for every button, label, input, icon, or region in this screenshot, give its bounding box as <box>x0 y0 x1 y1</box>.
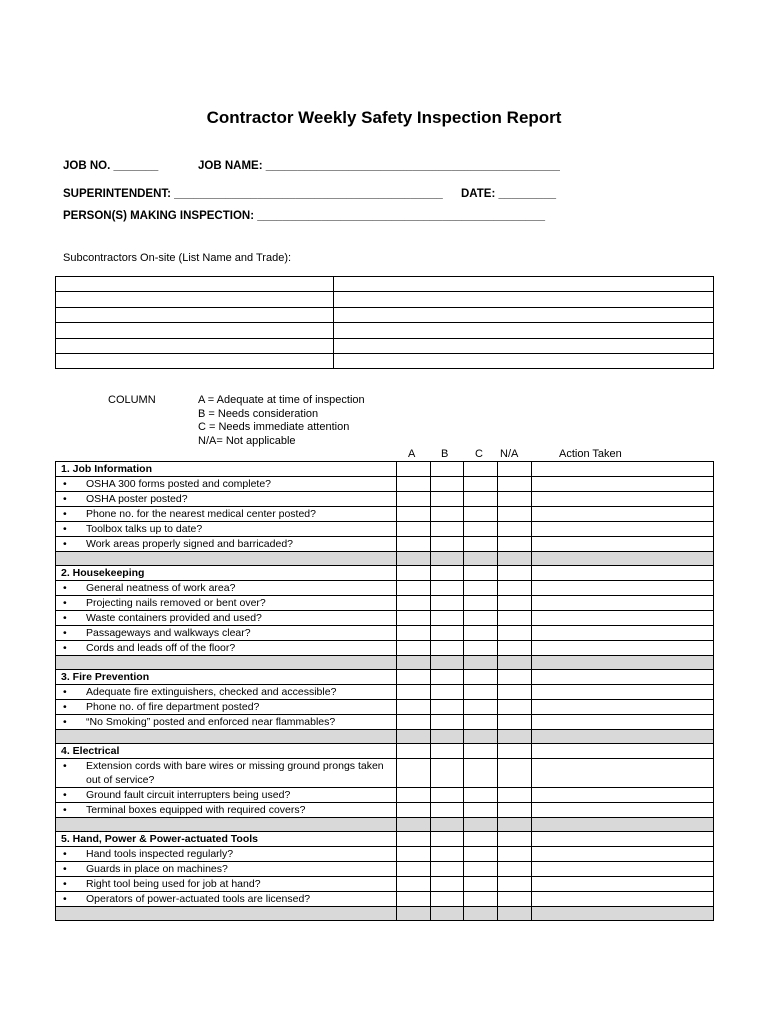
check-cell-c[interactable] <box>464 641 498 656</box>
bullet-icon: • <box>63 642 67 654</box>
checklist-item-text: Terminal boxes equipped with required covers? <box>86 804 306 816</box>
check-cell-a[interactable] <box>397 832 431 847</box>
bullet-icon: • <box>63 508 67 520</box>
check-cell-na[interactable] <box>498 862 532 877</box>
separator-cell <box>464 552 498 566</box>
checklist-item-text: Waste containers provided and used? <box>86 612 262 624</box>
separator-cell <box>532 818 714 832</box>
check-cell-action-taken[interactable] <box>532 700 714 715</box>
subcontractor-trade-cell[interactable] <box>334 307 714 322</box>
check-cell-na[interactable] <box>498 685 532 700</box>
check-cell-c[interactable] <box>464 685 498 700</box>
checklist-item-row <box>56 626 714 641</box>
check-cell-c[interactable] <box>464 596 498 611</box>
checklist-item-text: Projecting nails removed or bent over? <box>86 597 266 609</box>
checklist-item-text: OSHA poster posted? <box>86 493 188 505</box>
checklist-item <box>56 877 397 892</box>
check-cell-na[interactable] <box>498 566 532 581</box>
check-cell-c[interactable] <box>464 492 498 507</box>
check-cell-c[interactable] <box>464 477 498 492</box>
check-cell-a[interactable] <box>397 744 431 759</box>
legend-item: C = Needs immediate attention <box>198 421 350 433</box>
check-cell-action-taken[interactable] <box>532 759 714 788</box>
check-cell-na[interactable] <box>498 477 532 492</box>
bullet-icon: • <box>63 582 67 594</box>
subcontractors-label: Subcontractors On-site (List Name and Trade): <box>63 252 292 264</box>
check-cell-b[interactable] <box>431 788 464 803</box>
section-header-row <box>56 462 714 477</box>
checklist-item-row <box>56 700 714 715</box>
checklist-item-text: Ground fault circuit interrupters being used? <box>86 789 291 801</box>
check-cell-c[interactable] <box>464 522 498 537</box>
check-cell-c[interactable] <box>464 847 498 862</box>
subcontractors-table <box>55 276 714 369</box>
checklist-item <box>56 803 397 818</box>
subcontractor-row <box>56 292 714 307</box>
subcontractor-row <box>56 307 714 322</box>
check-cell-a[interactable] <box>397 759 431 788</box>
bullet-icon: • <box>63 523 67 535</box>
check-cell-c[interactable] <box>464 566 498 581</box>
checklist-item-text: Cords and leads off of the floor? <box>86 642 236 654</box>
bullet-icon: • <box>63 612 67 624</box>
checklist-item-text: Work areas properly signed and barricaded? <box>86 538 294 550</box>
bullet-icon: • <box>63 804 67 816</box>
check-cell-a[interactable] <box>397 477 431 492</box>
inspection-checklist-table <box>55 461 714 921</box>
checklist-item-row <box>56 877 714 892</box>
check-cell-action-taken[interactable] <box>532 892 714 907</box>
subcontractor-trade-cell[interactable] <box>334 292 714 307</box>
checklist-item-text: Phone no. for the nearest medical center posted? <box>86 508 316 520</box>
separator-cell <box>464 730 498 744</box>
checklist-item-row <box>56 759 714 788</box>
check-cell-a[interactable] <box>397 803 431 818</box>
checklist-item <box>56 492 397 507</box>
check-cell-a[interactable] <box>397 877 431 892</box>
check-cell-c[interactable] <box>464 877 498 892</box>
check-cell-a[interactable] <box>397 670 431 685</box>
check-cell-action-taken[interactable] <box>532 507 714 522</box>
separator-cell <box>397 730 431 744</box>
separator-cell <box>397 656 431 670</box>
check-cell-c[interactable] <box>464 670 498 685</box>
check-cell-c[interactable] <box>464 803 498 818</box>
check-cell-b[interactable] <box>431 477 464 492</box>
checklist-item <box>56 537 397 552</box>
legend-item: N/A= Not applicable <box>198 434 296 447</box>
report-title: Contractor Weekly Safety Inspection Report <box>206 108 562 127</box>
check-cell-c[interactable] <box>464 759 498 788</box>
check-cell-c[interactable] <box>464 537 498 552</box>
subcontractor-trade-cell[interactable] <box>334 323 714 338</box>
checklist-item-text: Passageways and walkways clear? <box>86 627 251 639</box>
checklist-item-row <box>56 685 714 700</box>
check-cell-action-taken[interactable] <box>532 477 714 492</box>
checklist-item <box>56 611 397 626</box>
check-cell-b[interactable] <box>431 596 464 611</box>
check-cell-c[interactable] <box>464 626 498 641</box>
checklist-item <box>56 596 397 611</box>
check-cell-a[interactable] <box>397 847 431 862</box>
section-separator-row <box>56 552 714 566</box>
checklist-item-text: Right tool being used for job at hand? <box>86 878 261 890</box>
bullet-icon: • <box>63 760 67 772</box>
legend-item: B = Needs consideration <box>198 407 319 420</box>
check-cell-na[interactable] <box>498 700 532 715</box>
checklist-item <box>56 862 397 877</box>
checklist-item <box>56 847 397 862</box>
check-cell-a[interactable] <box>397 700 431 715</box>
separator-cell <box>498 656 532 670</box>
check-cell-c[interactable] <box>464 744 498 759</box>
checklist-item-text: Hand tools inspected regularly? <box>86 848 234 860</box>
check-cell-a[interactable] <box>397 537 431 552</box>
subcontractor-trade-cell[interactable] <box>334 338 714 353</box>
checklist-item-row <box>56 537 714 552</box>
subcontractor-name-cell[interactable] <box>56 338 334 353</box>
check-cell-a[interactable] <box>397 626 431 641</box>
checklist-item-row <box>56 522 714 537</box>
column-header-na: N/A <box>500 448 519 460</box>
check-cell-action-taken[interactable] <box>532 611 714 626</box>
checklist-item-row <box>56 892 714 907</box>
check-cell-b[interactable] <box>431 462 464 477</box>
check-cell-b[interactable] <box>431 611 464 626</box>
bullet-icon: • <box>63 893 67 905</box>
check-cell-b[interactable] <box>431 685 464 700</box>
check-cell-b[interactable] <box>431 832 464 847</box>
check-cell-c[interactable] <box>464 507 498 522</box>
check-cell-b[interactable] <box>431 492 464 507</box>
check-cell-na[interactable] <box>498 892 532 907</box>
separator-cell <box>397 907 431 921</box>
section-title: 1. Job Information <box>56 462 397 477</box>
check-cell-action-taken[interactable] <box>532 566 714 581</box>
check-cell-a[interactable] <box>397 492 431 507</box>
bullet-icon: • <box>63 701 67 713</box>
subcontractor-trade-cell[interactable] <box>334 277 714 292</box>
check-cell-na[interactable] <box>498 670 532 685</box>
check-cell-a[interactable] <box>397 641 431 656</box>
checklist-item <box>56 700 397 715</box>
check-cell-a[interactable] <box>397 566 431 581</box>
checklist-item-text: Operators of power-actuated tools are licensed? <box>86 893 311 905</box>
check-cell-na[interactable] <box>498 537 532 552</box>
checklist-item-text: Phone no. of fire department posted? <box>86 701 260 713</box>
superintendent-field[interactable]: SUPERINTENDENT: __________________________________________ <box>63 188 443 200</box>
check-cell-action-taken[interactable] <box>532 803 714 818</box>
checklist-item-text: OSHA 300 forms posted and complete? <box>86 478 272 490</box>
check-cell-c[interactable] <box>464 581 498 596</box>
separator-cell <box>498 907 532 921</box>
check-cell-action-taken[interactable] <box>532 462 714 477</box>
subcontractor-name-cell[interactable] <box>56 307 334 322</box>
bullet-icon: • <box>63 863 67 875</box>
check-cell-b[interactable] <box>431 522 464 537</box>
column-header-b: B <box>441 448 449 460</box>
check-cell-na[interactable] <box>498 492 532 507</box>
check-cell-b[interactable] <box>431 892 464 907</box>
subcontractor-row <box>56 353 714 368</box>
check-cell-na[interactable] <box>498 832 532 847</box>
separator-cell <box>431 552 464 566</box>
check-cell-c[interactable] <box>464 462 498 477</box>
bullet-icon: • <box>63 478 67 490</box>
check-cell-action-taken[interactable] <box>532 596 714 611</box>
persons-inspecting-field[interactable]: PERSON(S) MAKING INSPECTION: _____________________________________________ <box>63 210 546 222</box>
check-cell-c[interactable] <box>464 715 498 730</box>
separator-cell <box>498 730 532 744</box>
section-separator-row <box>56 656 714 670</box>
subcontractor-trade-cell[interactable] <box>334 353 714 368</box>
check-cell-b[interactable] <box>431 566 464 581</box>
check-cell-b[interactable] <box>431 803 464 818</box>
checklist-item <box>56 477 397 492</box>
check-cell-b[interactable] <box>431 715 464 730</box>
check-cell-action-taken[interactable] <box>532 581 714 596</box>
date-field[interactable]: DATE: _________ <box>461 188 557 200</box>
column-header-action-taken: Action Taken <box>559 448 622 460</box>
separator-cell <box>464 656 498 670</box>
check-cell-action-taken[interactable] <box>532 788 714 803</box>
column-header-a: A <box>408 448 416 460</box>
section-header-row <box>56 832 714 847</box>
subcontractor-name-cell[interactable] <box>56 353 334 368</box>
separator-cell <box>397 552 431 566</box>
check-cell-action-taken[interactable] <box>532 537 714 552</box>
check-cell-a[interactable] <box>397 611 431 626</box>
check-cell-a[interactable] <box>397 685 431 700</box>
column-header-c: C <box>475 448 483 460</box>
section-header-row <box>56 670 714 685</box>
separator-cell <box>532 730 714 744</box>
check-cell-b[interactable] <box>431 581 464 596</box>
check-cell-action-taken[interactable] <box>532 877 714 892</box>
check-cell-c[interactable] <box>464 700 498 715</box>
subcontractor-row <box>56 323 714 338</box>
check-cell-action-taken[interactable] <box>532 832 714 847</box>
checklist-item <box>56 685 397 700</box>
separator-cell <box>464 907 498 921</box>
bullet-icon: • <box>63 848 67 860</box>
check-cell-action-taken[interactable] <box>532 715 714 730</box>
check-cell-b[interactable] <box>431 744 464 759</box>
legend-column-label: COLUMN <box>108 394 156 406</box>
checklist-item-row <box>56 862 714 877</box>
checklist-item-row <box>56 492 714 507</box>
check-cell-na[interactable] <box>498 507 532 522</box>
check-cell-a[interactable] <box>397 462 431 477</box>
check-cell-action-taken[interactable] <box>532 744 714 759</box>
check-cell-action-taken[interactable] <box>532 522 714 537</box>
check-cell-a[interactable] <box>397 892 431 907</box>
checklist-item-row <box>56 477 714 492</box>
section-separator-row <box>56 907 714 921</box>
checklist-item-row <box>56 596 714 611</box>
section-title: 4. Electrical <box>56 744 397 759</box>
check-cell-na[interactable] <box>498 596 532 611</box>
checklist-item-text: Adequate fire extinguishers, checked and accessible? <box>86 686 337 698</box>
bullet-icon: • <box>63 878 67 890</box>
job-no-field[interactable]: JOB NO. _______ <box>63 160 159 172</box>
check-cell-na[interactable] <box>498 641 532 656</box>
check-cell-a[interactable] <box>397 507 431 522</box>
checklist-item-row <box>56 715 714 730</box>
separator-cell <box>397 818 431 832</box>
check-cell-b[interactable] <box>431 847 464 862</box>
check-cell-c[interactable] <box>464 892 498 907</box>
check-cell-a[interactable] <box>397 581 431 596</box>
check-cell-na[interactable] <box>498 715 532 730</box>
checklist-item-row <box>56 507 714 522</box>
section-header-row <box>56 566 714 581</box>
check-cell-na[interactable] <box>498 803 532 818</box>
separator-cell <box>431 818 464 832</box>
check-cell-na[interactable] <box>498 462 532 477</box>
checklist-item-row <box>56 803 714 818</box>
check-cell-action-taken[interactable] <box>532 492 714 507</box>
check-cell-b[interactable] <box>431 670 464 685</box>
bullet-icon: • <box>63 597 67 609</box>
check-cell-na[interactable] <box>498 626 532 641</box>
checklist-item <box>56 626 397 641</box>
check-cell-b[interactable] <box>431 700 464 715</box>
checklist-item <box>56 892 397 907</box>
check-cell-action-taken[interactable] <box>532 670 714 685</box>
separator-cell <box>56 656 397 670</box>
checklist-item <box>56 759 397 788</box>
checklist-item-text: “No Smoking” posted and enforced near flammables? <box>86 716 336 728</box>
section-separator-row <box>56 818 714 832</box>
bullet-icon: • <box>63 716 67 728</box>
check-cell-na[interactable] <box>498 788 532 803</box>
checklist-item-text: General neatness of work area? <box>86 582 236 594</box>
subcontractor-name-cell[interactable] <box>56 323 334 338</box>
subcontractor-name-cell[interactable] <box>56 292 334 307</box>
separator-cell <box>56 552 397 566</box>
check-cell-a[interactable] <box>397 862 431 877</box>
bullet-icon: • <box>63 686 67 698</box>
checklist-item <box>56 507 397 522</box>
separator-cell <box>431 730 464 744</box>
bullet-icon: • <box>63 627 67 639</box>
separator-cell <box>464 818 498 832</box>
check-cell-a[interactable] <box>397 522 431 537</box>
subcontractor-row <box>56 277 714 292</box>
check-cell-b[interactable] <box>431 641 464 656</box>
separator-cell <box>498 552 532 566</box>
checklist-item <box>56 641 397 656</box>
check-cell-action-taken[interactable] <box>532 862 714 877</box>
checklist-item-row <box>56 847 714 862</box>
section-title: 2. Housekeeping <box>56 566 397 581</box>
section-title: 5. Hand, Power & Power-actuated Tools <box>56 832 397 847</box>
checklist-item-text: Extension cords with bare wires or missing ground prongs taken out of service? <box>86 760 384 786</box>
checklist-item-row <box>56 611 714 626</box>
check-cell-a[interactable] <box>397 715 431 730</box>
check-cell-b[interactable] <box>431 537 464 552</box>
checklist-item <box>56 581 397 596</box>
check-cell-c[interactable] <box>464 862 498 877</box>
check-cell-b[interactable] <box>431 507 464 522</box>
check-cell-na[interactable] <box>498 744 532 759</box>
check-cell-action-taken[interactable] <box>532 626 714 641</box>
subcontractor-name-cell[interactable] <box>56 277 334 292</box>
check-cell-na[interactable] <box>498 759 532 788</box>
checklist-item <box>56 788 397 803</box>
legend-list <box>198 394 365 448</box>
checklist-item <box>56 715 397 730</box>
separator-cell <box>532 907 714 921</box>
check-cell-b[interactable] <box>431 877 464 892</box>
separator-cell <box>56 818 397 832</box>
check-cell-b[interactable] <box>431 759 464 788</box>
checklist-item-row <box>56 641 714 656</box>
check-cell-b[interactable] <box>431 626 464 641</box>
separator-cell <box>532 552 714 566</box>
checklist-item-text: Toolbox talks up to date? <box>86 523 203 535</box>
legend-item: A = Adequate at time of inspection <box>198 394 365 406</box>
check-cell-c[interactable] <box>464 832 498 847</box>
checklist-item-row <box>56 581 714 596</box>
bullet-icon: • <box>63 493 67 505</box>
separator-cell <box>431 907 464 921</box>
checklist-item-row <box>56 788 714 803</box>
job-name-field[interactable]: JOB NAME: ______________________________________________ <box>198 160 560 172</box>
separator-cell <box>56 730 397 744</box>
check-cell-b[interactable] <box>431 862 464 877</box>
checklist-item <box>56 522 397 537</box>
checklist-item-text: Guards in place on machines? <box>86 863 228 875</box>
separator-cell <box>431 656 464 670</box>
check-cell-c[interactable] <box>464 788 498 803</box>
section-header-row <box>56 744 714 759</box>
check-cell-na[interactable] <box>498 877 532 892</box>
check-cell-na[interactable] <box>498 581 532 596</box>
separator-cell <box>498 818 532 832</box>
bullet-icon: • <box>63 789 67 801</box>
check-cell-na[interactable] <box>498 522 532 537</box>
bullet-icon: • <box>63 538 67 550</box>
check-cell-action-taken[interactable] <box>532 641 714 656</box>
check-cell-action-taken[interactable] <box>532 685 714 700</box>
section-title: 3. Fire Prevention <box>56 670 397 685</box>
check-cell-c[interactable] <box>464 611 498 626</box>
separator-cell <box>532 656 714 670</box>
check-cell-action-taken[interactable] <box>532 847 714 862</box>
section-separator-row <box>56 730 714 744</box>
check-cell-na[interactable] <box>498 611 532 626</box>
check-cell-a[interactable] <box>397 596 431 611</box>
subcontractor-row <box>56 338 714 353</box>
check-cell-na[interactable] <box>498 847 532 862</box>
separator-cell <box>56 907 397 921</box>
check-cell-a[interactable] <box>397 788 431 803</box>
